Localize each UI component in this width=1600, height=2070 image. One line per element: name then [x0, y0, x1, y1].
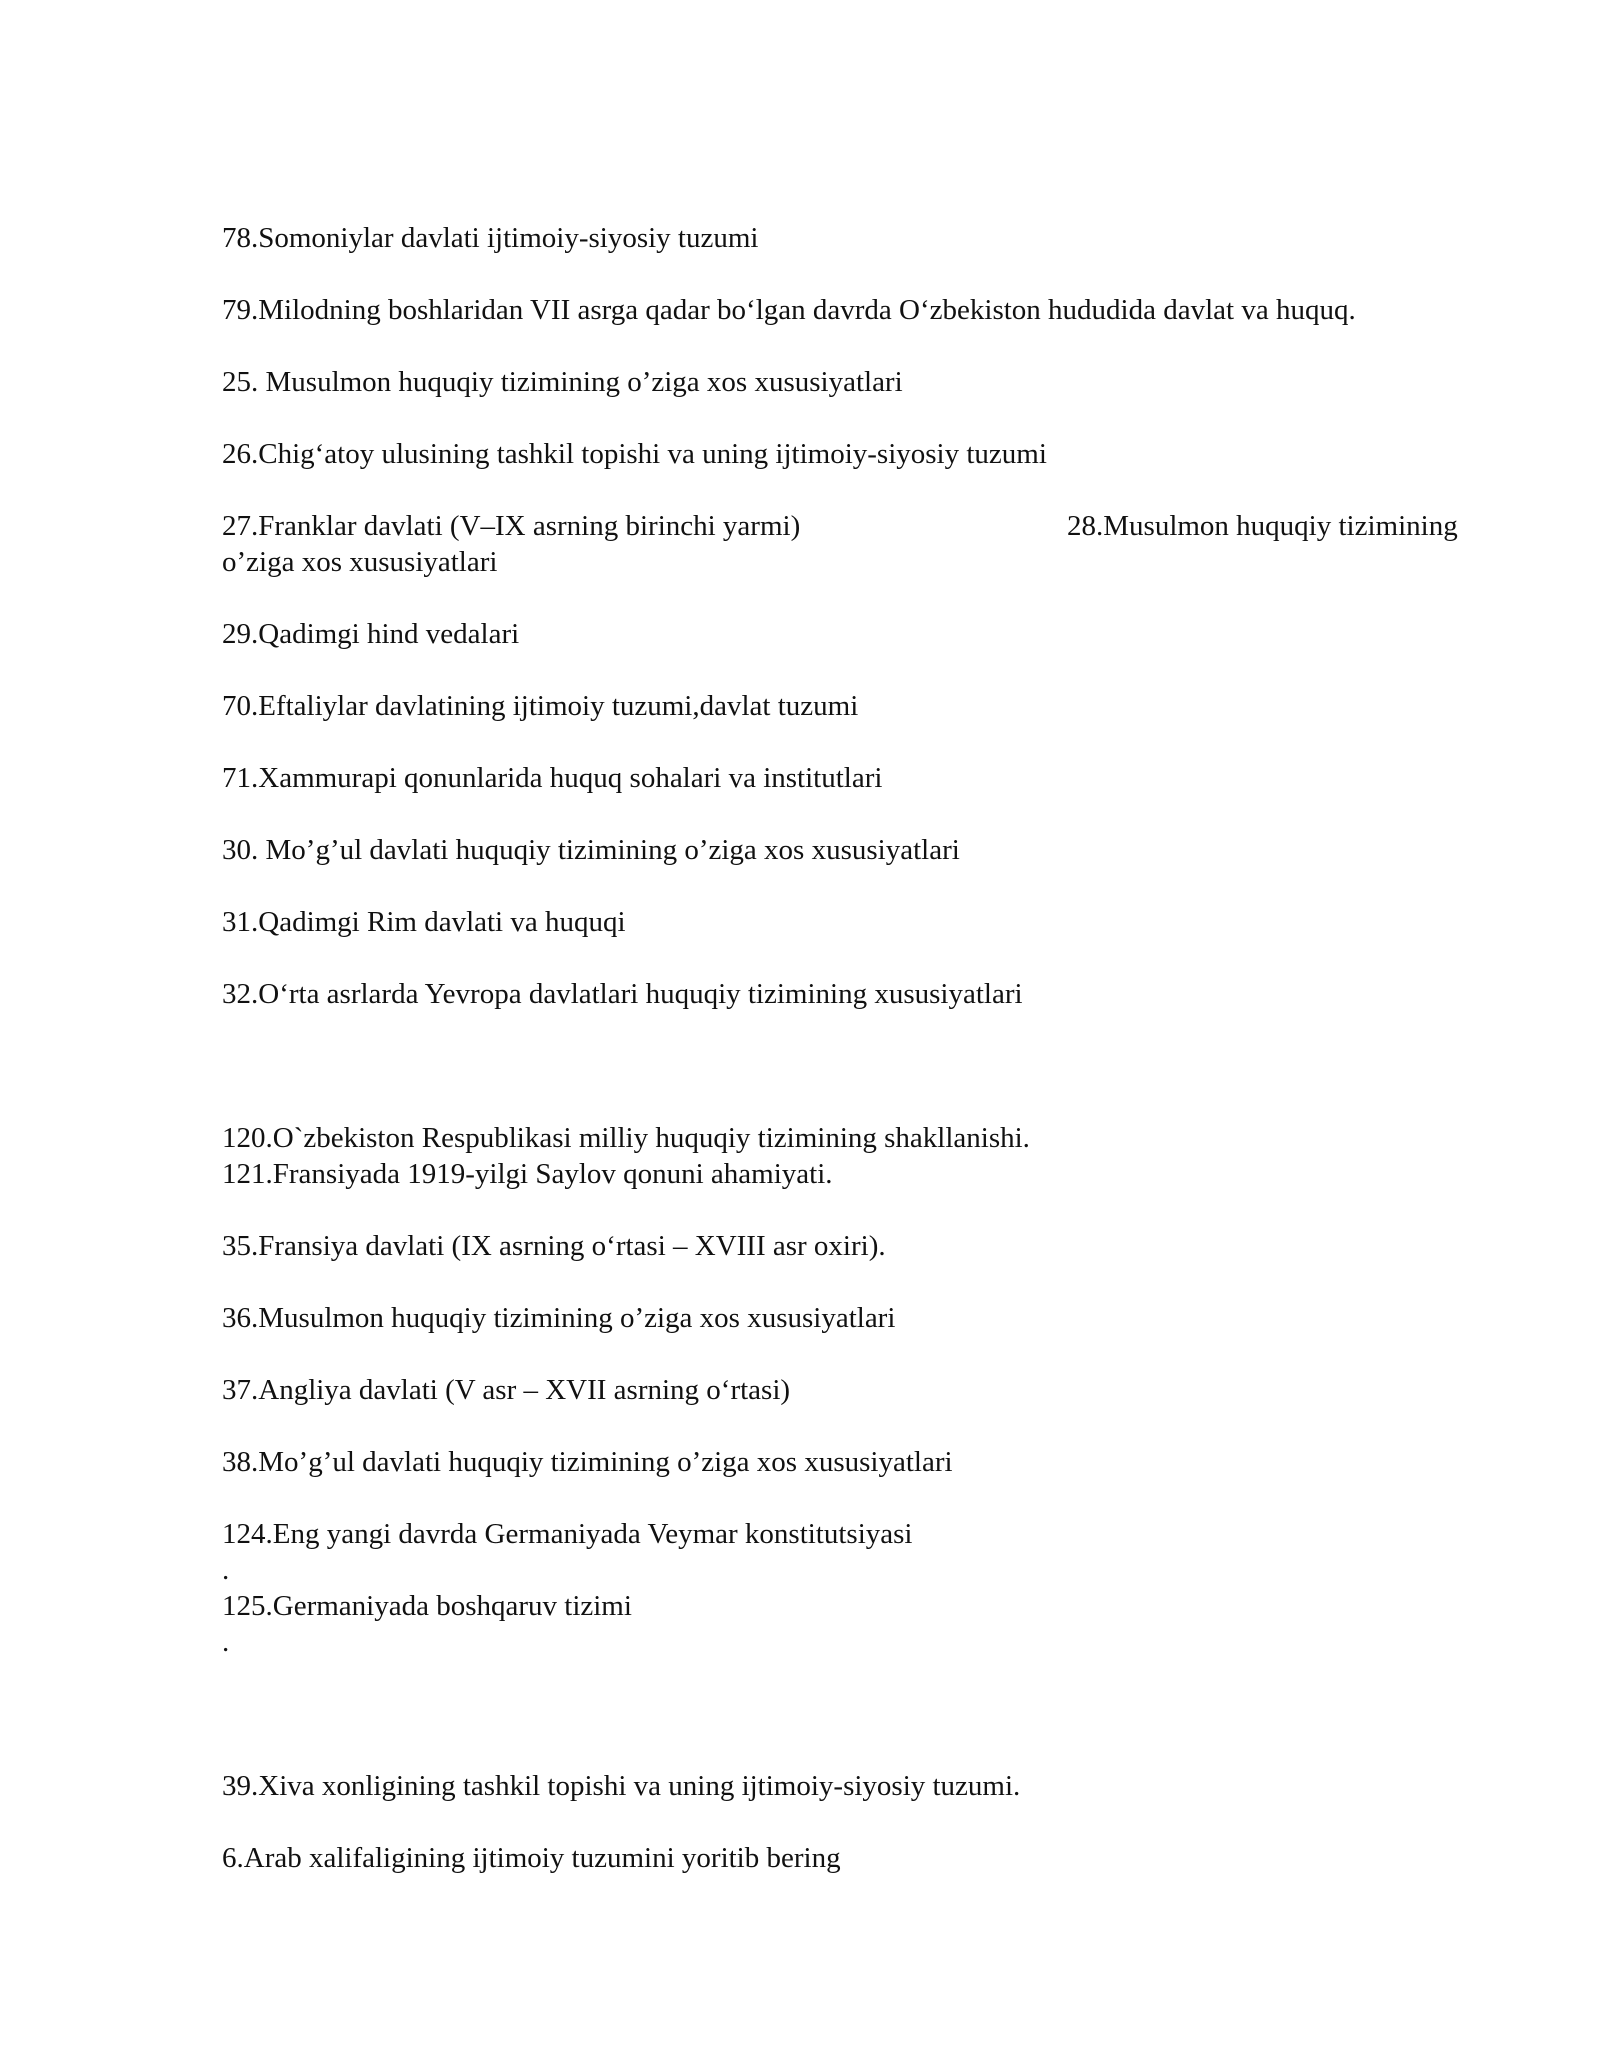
question-79: 79.Milodning boshlaridan VII asrga qadar bo‘lgan davrda O‘zbekiston hududida davlat va huquq. — [222, 294, 1356, 326]
question-35: 35.Fransiya davlati (IX asrning o‘rtasi – XVIII asr oxiri). — [222, 1230, 886, 1262]
question-37: 37.Angliya davlati (V asr – XVII asrning o‘rtasi) — [222, 1374, 791, 1406]
question-121: 121.Fransiyada 1919-yilgi Saylov qonuni ahamiyati. — [222, 1158, 833, 1190]
question-25: 25. Musulmon huquqiy tizimining o’ziga xos xususiyatlari — [222, 366, 903, 398]
question-78: 78.Somoniylar davlati ijtimoiy-siyosiy tuzumi — [222, 222, 759, 254]
dot-line-2: . — [222, 1626, 230, 1658]
question-36: 36.Musulmon huquqiy tizimining o’ziga xos xususiyatlari — [222, 1302, 896, 1334]
question-6: 6.Arab xalifaligining ijtimoiy tuzumini yoritib bering — [222, 1842, 841, 1874]
question-70: 70.Eftaliylar davlatining ijtimoiy tuzumi,davlat tuzumi — [222, 690, 859, 722]
dot-line-1: . — [222, 1554, 230, 1586]
question-30: 30. Mo’g’ul davlati huquqiy tizimining o’ziga xos xususiyatlari — [222, 834, 960, 866]
question-27: 27.Franklar davlati (V–IX asrning birinchi yarmi) — [222, 510, 801, 542]
question-124: 124.Eng yangi davrda Germaniyada Veymar konstitutsiyasi — [222, 1518, 913, 1550]
question-28: 28.Musulmon huquqiy tizimining — [1067, 510, 1458, 542]
question-28-continuation: o’ziga xos xususiyatlari — [222, 546, 498, 578]
question-26: 26.Chig‘atoy ulusining tashkil topishi va uning ijtimoiy-siyosiy tuzumi — [222, 438, 1047, 470]
question-32: 32.O‘rta asrlarda Yevropa davlatlari huquqiy tizimining xususiyatlari — [222, 978, 1023, 1010]
question-120: 120.O`zbekiston Respublikasi milliy huquqiy tizimining shakllanishi. — [222, 1122, 1030, 1154]
question-71: 71.Xammurapi qonunlarida huquq sohalari va institutlari — [222, 762, 883, 794]
question-125: 125.Germaniyada boshqaruv tizimi — [222, 1590, 632, 1622]
question-29: 29.Qadimgi hind vedalari — [222, 618, 520, 650]
question-39: 39.Xiva xonligining tashkil topishi va uning ijtimoiy-siyosiy tuzumi. — [222, 1770, 1021, 1802]
question-31: 31.Qadimgi Rim davlati va huquqi — [222, 906, 626, 938]
question-38: 38.Mo’g’ul davlati huquqiy tizimining o’ziga xos xususiyatlari — [222, 1446, 953, 1478]
